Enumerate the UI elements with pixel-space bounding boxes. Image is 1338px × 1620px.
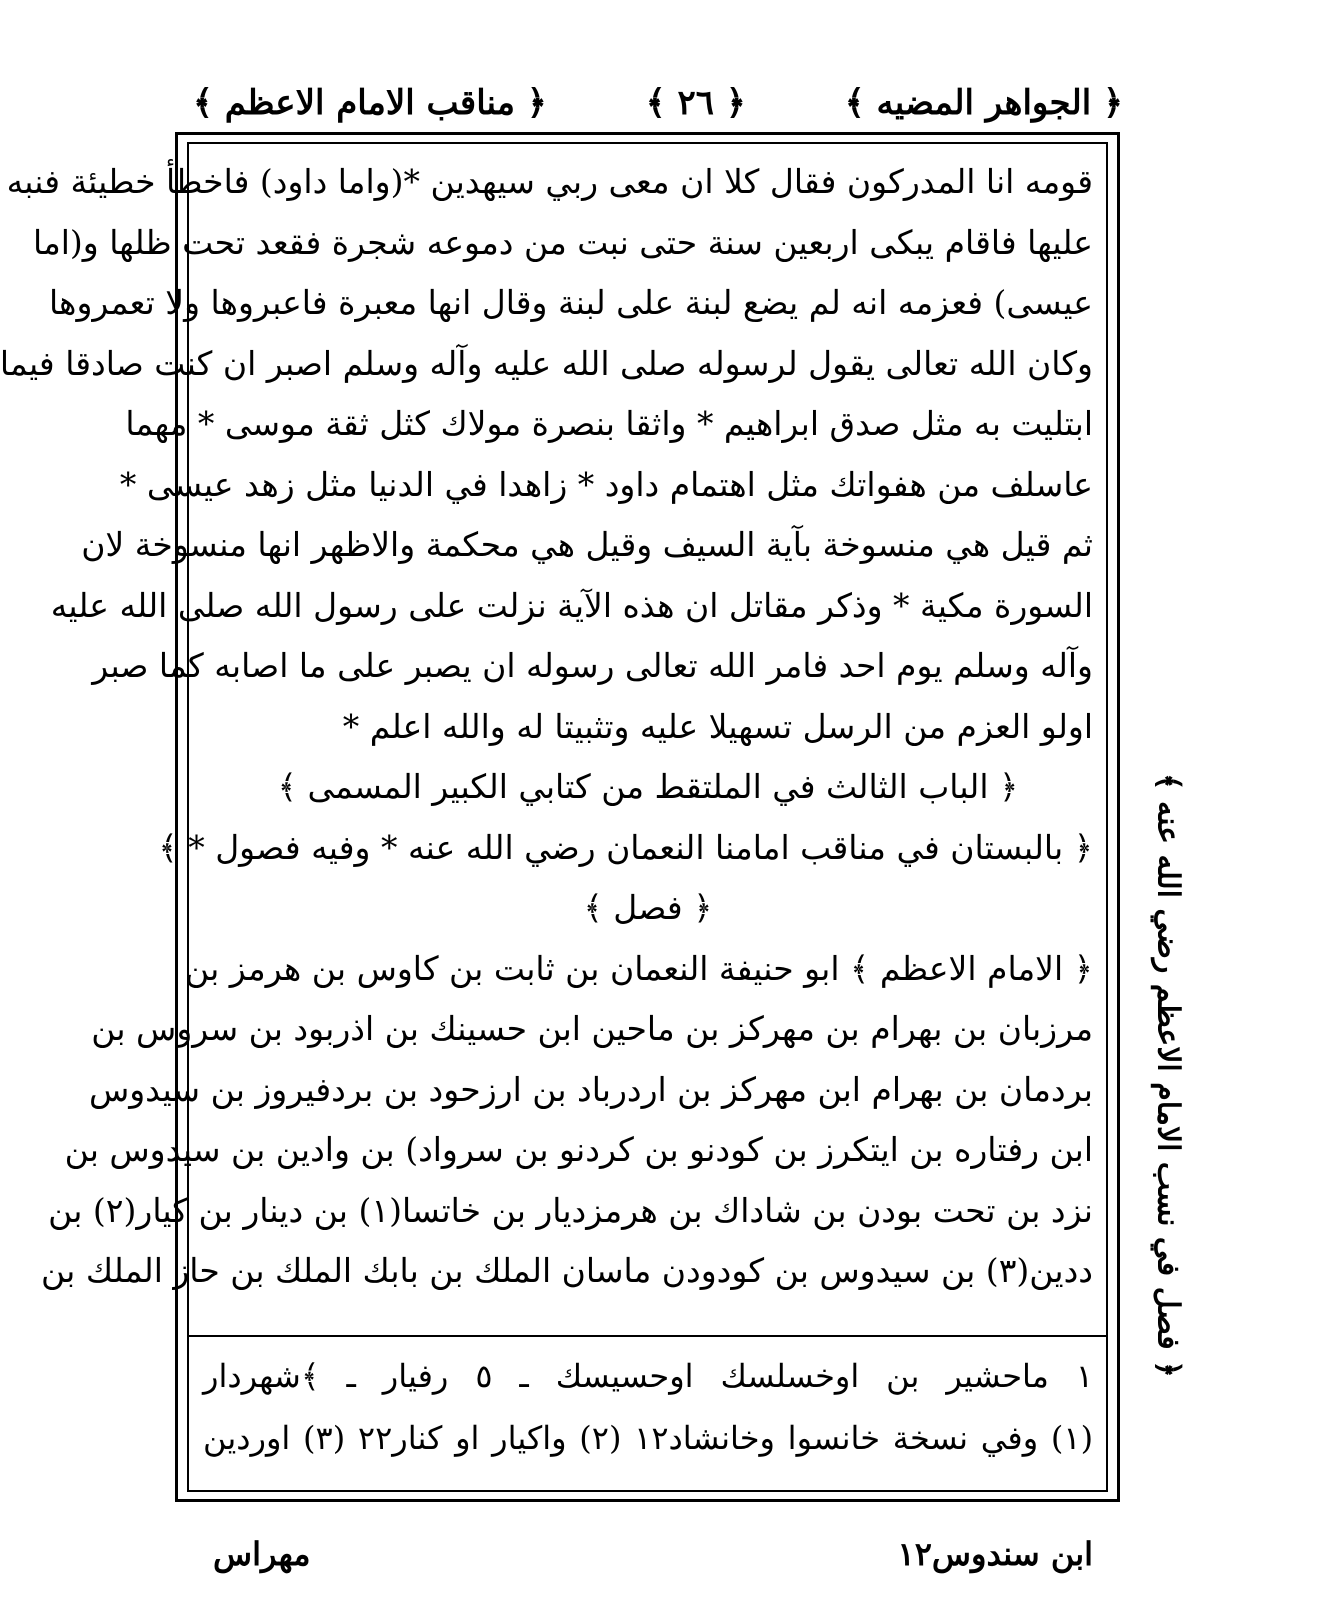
catchword-right: ابن سندوس١٢ — [897, 1535, 1093, 1573]
chapter-subheading: ﴿ بالبستان في مناقب امامنا النعمان رضي الله عنه * وفيه فصول * ﴾ — [158, 827, 1093, 867]
footnote-divider — [187, 1335, 1108, 1337]
text-line: قومه انا المدركون فقال كلا ان معى ربي سيهدين *(واما داود) فاخطأ خطيئة فنبه — [6, 162, 1093, 201]
text-line: عيسى) فعزمه انه لم يضع لبنة على لبنة وقال انها معبرة فاعبروها ولا تعمروها — [48, 283, 1093, 322]
text-line: اولو العزم من الرسل تسهيلا عليه وتثبيتا له والله اعلم * — [342, 706, 1093, 746]
lineage-line: ابن رفتاره بن ايتكرز بن كودنو بن كردنو بن سرواد) بن وادين بن سيدوس بن — [64, 1130, 1093, 1169]
chapter-heading: ﴿ الباب الثالث في الملتقط من كتابي الكبير المسمى ﴾ — [277, 767, 1019, 806]
text-line: ابتليت به مثل صدق ابراهيم * واثقا بنصرة مولاك كثل ثقة موسى * مهما — [125, 404, 1093, 443]
page-header — [193, 72, 1123, 132]
lineage-line: بردمان بن بهرام ابن مهركز بن اردرباد بن ارزحود بن بردفيروز بن سيدوس — [88, 1069, 1093, 1109]
text-line: عاسلف من هفواتك مثل اهتمام داود * زاهدا في الدنيا مثل زهد عيسى * — [119, 464, 1093, 504]
text-line: السورة مكية * وذكر مقاتل ان هذه الآية نزلت على رسول الله صلى الله عليه — [50, 585, 1093, 625]
section-heading: ﴿ فصل ﴾ — [583, 888, 713, 927]
lineage-line: ددين(٣) بن سيدوس بن كودودن ماسان الملك بن بابك الملك بن حاز الملك بن — [41, 1251, 1093, 1290]
header-chapter-title: ﴿ مناقب الامام الاعظم ﴾ — [193, 82, 547, 123]
text-line: عليها فاقام يبكى اربعين سنة حتى نبت من دموعه شجرة فقعد تحت ظلها و(اما — [33, 222, 1093, 262]
margin-note — [1138, 772, 1198, 1378]
catchword-left: مهراس — [213, 1535, 311, 1573]
footnote-line: (١) وفي نسخة خانسوا وخانشاد١٢ (٢) واكيار او كنار٢٢ (٣) اوردين — [203, 1419, 1094, 1457]
footnote-line: ١ ماحشير بن اوخسلسك اوحسيسك ـ ٥ رفيار ـ ﴾شهردار — [203, 1357, 1094, 1395]
footnotes — [203, 1345, 1093, 1469]
text-line: ثم قيل هي منسوخة بآية السيف وقيل هي محكمة والاظهر انها منسوخة لان — [81, 525, 1093, 564]
lineage-line: نزد بن تحت بودن بن شاداك بن هرمزديار بن خاتسا(١) بن دينار بن كيار(٢) بن — [48, 1190, 1093, 1230]
header-page-number: ﴿ ٢٦ ﴾ — [645, 82, 746, 123]
catchwords — [213, 1535, 1093, 1585]
lineage-line: مرزبان بن بهرام بن مهركز بن ماحين ابن حسينك بن اذربود بن سروس بن — [91, 1009, 1093, 1048]
text-line: وآله وسلم يوم احد فامر الله تعالى رسوله ان يصبر على ما اصابه كما صبر — [92, 646, 1093, 685]
lineage-line: ﴿ الامام الاعظم ﴾ ابو حنيفة النعمان بن ثابت بن كاوس بن هرمز بن — [185, 948, 1093, 988]
text-line: وكان الله تعالى يقول لرسوله صلى الله عليه وآله وسلم اصبر ان كنت صادقا فيما — [0, 343, 1093, 383]
margin-note-text: ﴿ فصل في نسب الامام الاعظم رضي الله عنه ﴾ — [1150, 772, 1186, 1378]
main-text — [0, 152, 1093, 1302]
header-book-title: ﴿ الجواهر المضيه ﴾ — [844, 82, 1123, 123]
